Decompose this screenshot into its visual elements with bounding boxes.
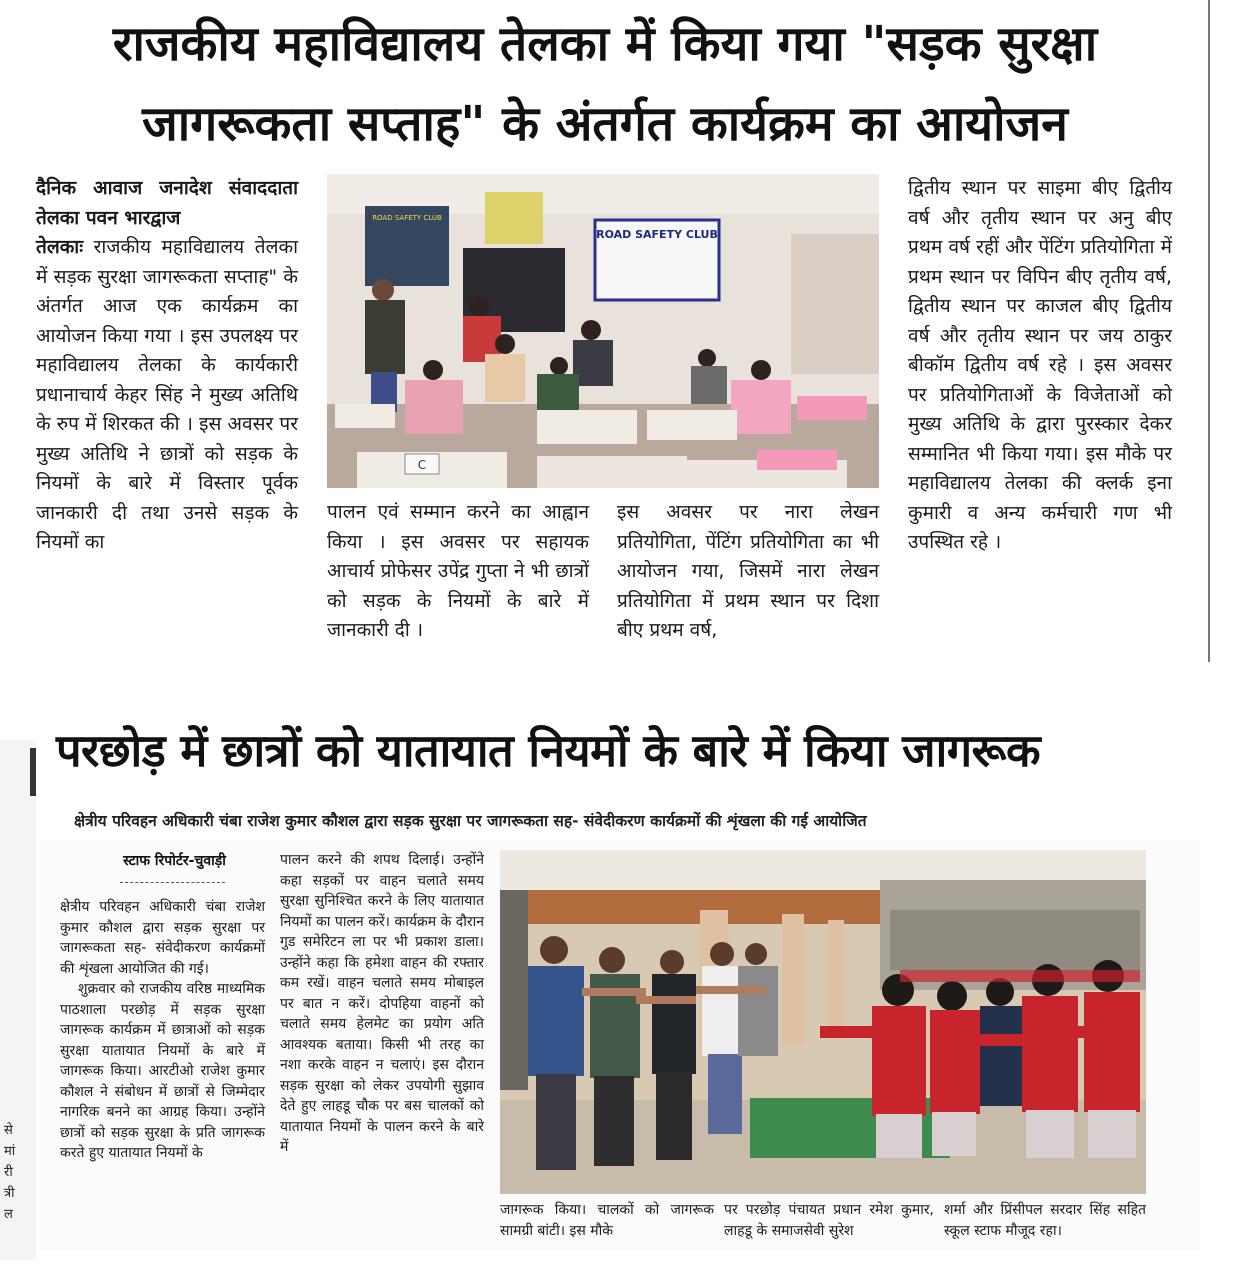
clip2-col1-p1: क्षेत्रीय परिवहन अधिकारी चंबा राजेश कुमार कौशल द्वारा सड़क सुरक्षा पर जागरूकता सह- संवेदीकरण कार्यक्रमों की शृंखला आयोजित की गई। [60,899,265,977]
clip1-byline: दैनिक आवाज जनादेश संवाददाता तेलका पवन भारद्वाज [36,177,298,229]
clip2-edge-char: ल [4,1207,13,1222]
clip2-edge-char: री [4,1165,13,1180]
clip2-byline: स्टाफ रिपोर्टर-चुवाड़ी [123,853,226,869]
clip2-byline-rule [120,882,225,883]
clip1-right-rule [1208,0,1210,662]
clip2-column-2: पालन करने की शपथ दिलाई। उन्होंने कहा सड़कों पर वाहन चलाते समय सुरक्षा सुनिश्चित करने के लिए यातायात नियमों का पालन करें। कार्यक्रम के दौरान गुड समेरिटन ला पर भी प्रकाश डाला। उन्होंने कहा कि हमेशा वाहन की रफ्तार कम रखें। वाहन चलाते समय मोबाइल पर बात न करें। दोपहिया वाहनों को चलाते समय हेलमेट का प्रयोग अति आवश्यक बताया। किसी भी तरह का नशा करके वाहन न चलाएं। इस दौरान सड़क सुरक्षा को लेकर उपयोगी सुझाव देते हुए लाहडू चौक पर बस चालकों को यातायात नियमों के पालन करने के बारे में [280,852,484,1155]
clip1-headline-line1: राजकीय महाविद्यालय तेलका में किया गया "सड़क सुरक्षा [112,16,1098,72]
clip2-edge-char: त्री [4,1186,15,1201]
clip2-column-4: पर परछोड़ पंचायत प्रधान रमेश कुमार, लाहडू के समाजसेवी सुरेश [724,1202,934,1239]
clip2-column-1 [60,850,265,1164]
clip2-article [0,690,1242,1280]
clip1-headline-line2: जागरूकता सप्ताह" के अंतर्गत कार्यक्रम का आयोजन [142,96,1068,152]
clip2-left-edge-chars [4,1120,34,1225]
clip2-headline: परछोड़ में छात्रों को यातायात नियमों के बारे में किया जागरूक [56,724,1041,777]
clip2-edge-bar [30,748,36,796]
clip2-edge-char: मां [4,1144,16,1159]
clip1-photo-sign-2: ROAD SAFETY CLUB [596,228,718,241]
clip2-column-3: जागरूक किया। चालकों को जागरूक सामग्री बांटी। इस मौके [500,1202,714,1239]
clip1-column-2: पालन एवं सम्मान करने का आह्वान किया । इस अवसर पर सहायक आचार्य प्रोफेसर उपेंद्र गुप्ता ने भी छात्रों को सड़क के नियमों के बारे में जानकारी दी । [327,501,589,641]
clip2-edge-char: से [4,1123,13,1138]
clip1-dateline: तेलकाः [36,236,84,258]
clip1-column-4: द्वितीय स्थान पर साइमा बीए द्वितीय वर्ष और तृतीय स्थान पर अनु बीए प्रथम वर्ष रहीं और पेंटिंग प्रतियोगिता में प्रथम स्थान पर विपिन बीए तृतीय वर्ष, द्वितीय स्थान पर काजल बीए द्वितीय वर्ष और तृतीय स्थान पर जय ठाकुर बीकॉम द्वितीय वर्ष रहे । इस अवसर पर प्रतियोगिताओं के विजेताओं को मुख्य अतिथि के द्वारा पुरस्कार देकर सम्मानित भी किया गया। इस मौके पर महाविद्यालय तेलका की क्लर्क इना कुमारी व अन्य कर्मचारी गण भी उपस्थित रहे । [908,177,1172,553]
clip2-subheadline: क्षेत्रीय परिवहन अधिकारी चंबा राजेश कुमार कौशल द्वारा सड़क सुरक्षा पर जागरूकता सह- संवेदीकरण कार्यक्रमों की शृंखला की गई आयोजित [74,812,867,830]
clip1-photo-desk-letter: C [417,458,427,472]
clip1-col1-body: राजकीय महाविद्यालय तेलका में सड़क सुरक्षा जागरूकता सप्ताह" के अंतर्गत आज एक कार्यक्रम का आयोजन किया गया । इस उपलक्ष्य पर महाविद्यालय तेलका के कार्यकारी प्रधानाचार्य केहर सिंह ने मुख्य अतिथि के रुप में शिरकत की । इस अवसर पर मुख्य अतिथि ने छात्रों को सड़क के नियमों के बारे में विस्तार पूर्वक जानकारी दी तथा उनसे सड़क के नियमों का [36,236,298,553]
clip1-photo-sign-1: ROAD SAFETY CLUB [372,214,442,222]
clip2-column-5: शर्मा और प्रिंसीपल सरदार सिंह सहित स्कूल स्टाफ मौजूद रहा। [944,1202,1146,1239]
clip1-column-3: इस अवसर पर नारा लेखन प्रतियोगिता, पेंटिंग प्रतियोगिता का भी आयोजन गया, जिसमें नारा लेखन प्रतियोगिता में प्रथम स्थान पर दिशा बीए प्रथम वर्ष, [617,501,879,641]
clip2-photo [500,850,1146,1194]
clip1-photo [327,174,879,488]
clip1-column-1 [36,174,298,558]
clip2-col1-p2: शुक्रवार को राजकीय वरिष्ठ माध्यमिक पाठशाला परछोड़ में सड़क सुरक्षा जागरूक कार्यक्रम में छात्राओं को सड़क सुरक्षा यातायात नियमों के बारे में जागरूक किया। आरटीओ राजेश कुमार कौशल ने संबोधन में छात्रों से जिम्मेदार नागरिक बनने का आग्रह किया। उन्होंने छात्रों को सड़क सुरक्षा के प्रति जागरूक करते हुए यातायात नियमों के [60,981,265,1161]
